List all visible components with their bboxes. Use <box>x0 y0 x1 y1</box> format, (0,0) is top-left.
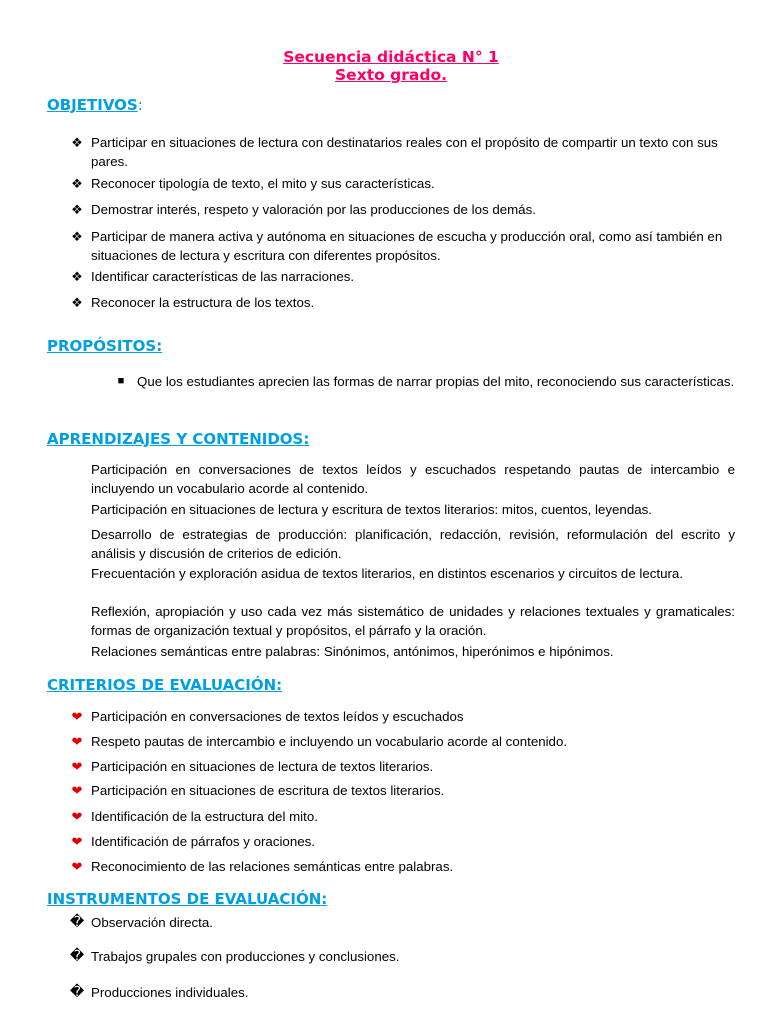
diamond-bullet-icon: ❖ <box>71 295 83 310</box>
heart-bullet-icon: ❤ <box>71 834 83 849</box>
document-title-line2: Sexto grado. <box>335 66 447 84</box>
diamond-bullet-icon: ❖ <box>71 229 83 244</box>
replacement-char-bullet-icon: � <box>69 984 85 1000</box>
heart-bullet-icon: ❤ <box>71 859 83 874</box>
document-title-line1: Secuencia didáctica N° 1 <box>283 48 499 66</box>
heart-bullet-icon: ❤ <box>71 759 83 774</box>
proposito-item: Que los estudiantes aprecien las formas de narrar propias del mito, reconociendo sus características. <box>137 374 735 389</box>
replacement-char-bullet-icon: � <box>69 914 85 930</box>
objetivo-item: Demostrar interés, respeto y valoración por las producciones de los demás. <box>91 202 536 217</box>
instrumento-item: Producciones individuales. <box>91 985 249 1000</box>
criterio-item: Participación en situaciones de lectura de textos literarios. <box>91 759 434 774</box>
aprendizaje-item: Participación en conversaciones de textos leídos y escuchados respetando pautas de intercambio e incluyendo un vocabulario acorde al contenido. <box>91 462 735 496</box>
criterio-item: Identificación de la estructura del mito. <box>91 809 318 824</box>
objetivo-item: Participar en situaciones de lectura con destinatarios reales con el propósito de compartir un texto con sus pares. <box>91 135 718 169</box>
heart-bullet-icon: ❤ <box>71 734 83 749</box>
criterio-item: Identificación de párrafos y oraciones. <box>91 834 315 849</box>
objetivo-item: Participar de manera activa y autónoma en situaciones de escucha y producción oral, como así también en situaciones de lectura y escritura con diferentes propósitos. <box>91 229 723 263</box>
criterios-heading: CRITERIOS DE EVALUACIÓN: <box>47 676 283 694</box>
diamond-bullet-icon: ❖ <box>71 176 83 191</box>
diamond-bullet-icon: ❖ <box>71 135 83 150</box>
square-bullet-icon: ■ <box>117 375 125 387</box>
aprendizaje-item: Participación en situaciones de lectura y escritura de textos literarios: mitos, cuentos, leyendas. <box>91 502 652 517</box>
replacement-char-bullet-icon: � <box>69 948 85 964</box>
aprendizaje-item: Relaciones semánticas entre palabras: Sinónimos, antónimos, hiperónimos e hipónimos. <box>91 644 614 659</box>
objetivo-item: Identificar características de las narraciones. <box>91 269 355 284</box>
instrumentos-heading: INSTRUMENTOS DE EVALUACIÓN: <box>47 890 328 908</box>
criterio-item: Participación en conversaciones de textos leídos y escuchados <box>91 709 464 724</box>
aprendizaje-item: Reflexión, apropiación y uso cada vez más sistemático de unidades y relaciones textuales y gramaticales: formas de organización textual y propósitos, el párrafo y la oración. <box>91 604 735 638</box>
heart-bullet-icon: ❤ <box>71 809 83 824</box>
instrumento-item: Observación directa. <box>91 915 213 930</box>
objetivo-item: Reconocer tipología de texto, el mito y sus características. <box>91 176 435 191</box>
criterio-item: Participación en situaciones de escritura de textos literarios. <box>91 783 445 798</box>
aprendizajes-heading: APRENDIZAJES Y CONTENIDOS: <box>47 430 310 448</box>
diamond-bullet-icon: ❖ <box>71 202 83 217</box>
criterio-item: Respeto pautas de intercambio e incluyendo un vocabulario acorde al contenido. <box>91 734 568 749</box>
heart-bullet-icon: ❤ <box>71 709 83 724</box>
objetivos-heading: OBJETIVOS: <box>47 96 143 114</box>
aprendizaje-item: Desarrollo de estrategias de producción: planificación, redacción, revisión, reformulación del escrito y análisis y discusión de criterios de edición. <box>91 527 735 561</box>
propositos-heading: PROPÓSITOS: <box>47 337 163 355</box>
instrumento-item: Trabajos grupales con producciones y conclusiones. <box>91 949 400 964</box>
objetivo-item: Reconocer la estructura de los textos. <box>91 295 315 310</box>
criterio-item: Reconocimiento de las relaciones semánticas entre palabras. <box>91 859 454 874</box>
heart-bullet-icon: ❤ <box>71 783 83 798</box>
aprendizaje-item: Frecuentación y exploración asidua de textos literarios, en distintos escenarios y circuitos de lectura. <box>91 566 684 581</box>
diamond-bullet-icon: ❖ <box>71 269 83 284</box>
